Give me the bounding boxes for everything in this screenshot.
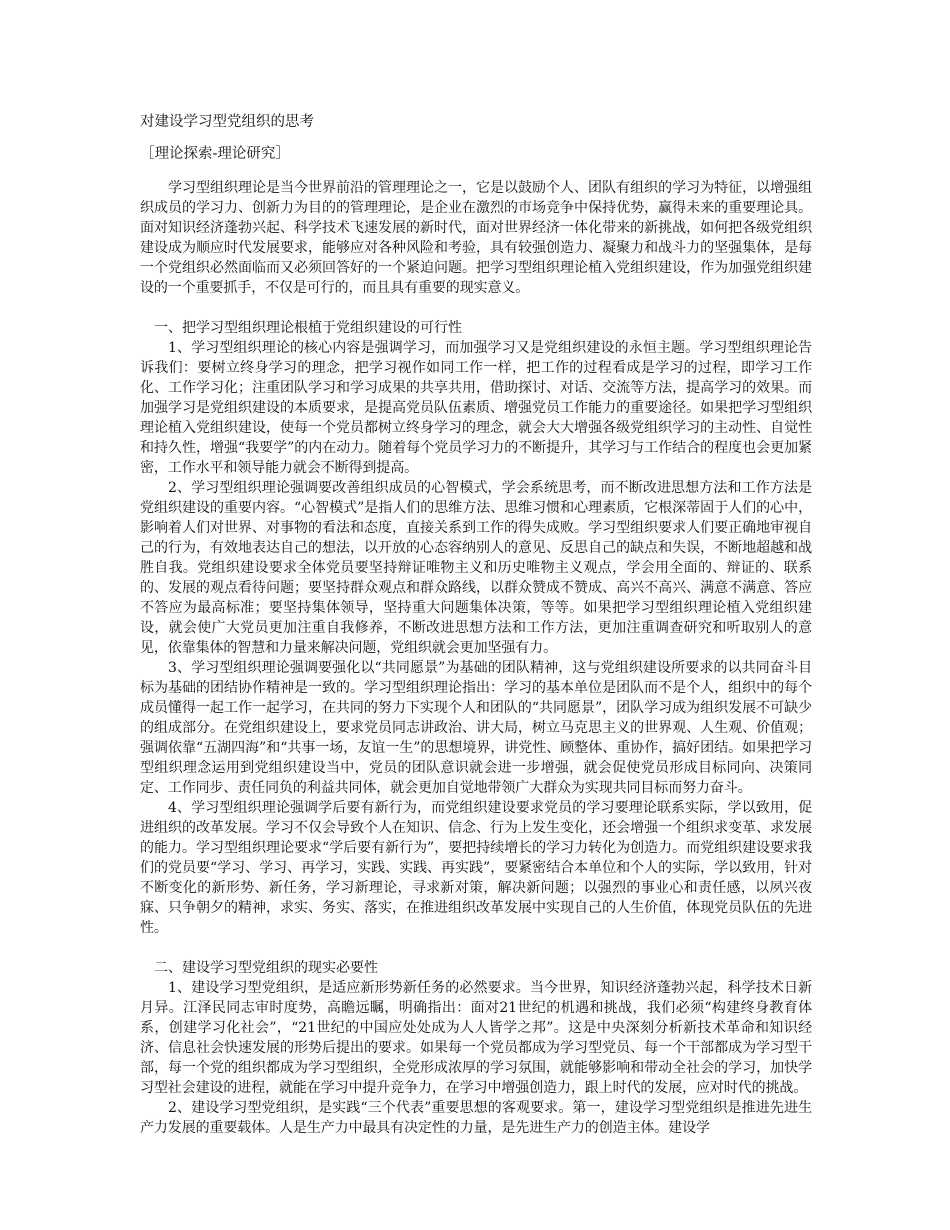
document-title: 对建设学习型党组织的思考	[140, 114, 314, 130]
section-heading: 一、把学习型组织理论根植于党组织建设的可行性	[154, 320, 462, 336]
intro-paragraph: 学习型组织理论是当今世界前沿的管理理论之一，它是以鼓励个人、团队有组织的学习为特征，以增强组织成员的学习力、创新力为目的的管理理论，是企业在激烈的市场竞争中保持优势，赢得未来的重要理论具。面对知识经济蓬勃兴起、科学技术飞速发展的新时代，面对世界经济一体化带来的新挑战，如何把各级党组织建设成为顺应时代发展要求，能够应对各种风险和考验，具有较强创造力、凝聚力和战斗力的坚强集体，是每一个党组织必然面临而又必须回答好的一个紧迫问题。把学习型组织理论植入党组织建设，作为加强党组织建设的一个重要抓手，不仅是可行的，而且具有重要的现实意义。	[140, 180, 812, 296]
body-paragraph: 3、学习型组织理论强调要强化以“共同愿景”为基础的团队精神，这与党组织建设所要求的以共同奋斗目标为基础的团结协作精神是一致的。学习型组织理论指出：学习的基本单位是团队而不是个人，组织中的每个成员懂得一起工作一起学习，在共同的努力下实现个人和团队的“共同愿景”，团队学习成为组织发展不可缺少的组成部分。在党组织建设上，要求党员同志讲政治、讲大局，树立马克思主义的世界观、人生观、价值观；强调依靠“五湖四海”和“共事一场，友谊一生”的思想境界，讲党性、顾整体、重协作，搞好团结。如果把学习型组织理念运用到党组织建设当中，党员的团队意识就会进一步增强，就会促使党员形成目标同向、决策同定、工作同步、责任同负的利益共同体，就会更加自觉地带领广大群众为实现共同目标而努力奋斗。	[140, 660, 812, 796]
body-paragraph: 1、建设学习型党组织，是适应新形势新任务的必然要求。当今世界，知识经济蓬勃兴起，科学技术日新月异。江泽民同志审时度势，高瞻远瞩，明确指出：面对21世纪的机遇和挑战，我们必须“构建终身教育体系，创建学习化社会”，“21世纪的中国应处处成为人人皆学之邦”。这是中央深刻分析新技术革命和知识经济、信息社会快速发展的形势后提出的要求。如果每一个党员都成为学习型党员、每一个干部都成为学习型干部，每一个党的组织都成为学习型组织，全党形成浓厚的学习氛围，就能够影响和带动全社会的学习，加快学习型社会建设的进程，就能在学习中提升竞争力，在学习中增强创造力，跟上时代的发展，应对时代的挑战。	[140, 980, 812, 1096]
body-paragraph: 1、学习型组织理论的核心内容是强调学习，而加强学习又是党组织建设的永恒主题。学习型组织理论告诉我们：要树立终身学习的理念，把学习视作如同工作一样，把工作的过程看成是学习的过程，即学习工作化、工作学习化；注重团队学习和学习成果的共享共用，借助探讨、对话、交流等方法，提高学习的效果。而加强学习是党组织建设的本质要求，是提高党员队伍素质、增强党员工作能力的重要途径。如果把学习型组织理论植入党组织建设，使每一个党员都树立终身学习的理念，就会大大增强各级党组织学习的主动性、自觉性和持久性，增强“我要学”的内在动力。随着每个党员学习力的不断提升，其学习与工作结合的程度也会更加紧密，工作水平和领导能力就会不断得到提高。	[140, 340, 812, 476]
document-page	[140, 112, 812, 1138]
body-paragraph: 2、学习型组织理论强调要改善组织成员的心智模式，学会系统思考，而不断改进思想方法和工作方法是党组织建设的重要内容。“心智模式”是指人们的思维方法、思维习惯和心理素质，它根深蒂固于人们的心中，影响着人们对世界、对事物的看法和态度，直接关系到工作的得失成败。学习型组织要求人们要正确地审视自己的行为，有效地表达自己的想法，以开放的心态容纳别人的意见、反思自己的缺点和失误，不断地超越和战胜自我。党组织建设要求全体党员要坚持辩证唯物主义和历史唯物主义观点，学会用全面的、辩证的、联系的、发展的观点看待问题；要坚持群众观点和群众路线，以群众赞成不赞成、高兴不高兴、满意不满意、答应不答应为最高标准；要坚持集体领导，坚持重大问题集体决策，等等。如果把学习型组织理论植入党组织建设，就会使广大党员更加注重自我修养，不断改进思想方法和工作方法，更加注重调查研究和听取别人的意见，依靠集体的智慧和力量来解决问题，党组织就会更加坚强有力。	[140, 480, 812, 656]
document-category: ［理论探索-理论研究］	[140, 146, 290, 162]
section-heading: 二、建设学习型党组织的现实必要性	[154, 960, 378, 976]
body-paragraph: 2、建设学习型党组织，是实践“三个代表”重要思想的客观要求。第一，建设学习型党组织是推进先进生产力发展的重要载体。人是生产力中最具有决定性的力量，是先进生产力的创造主体。建设学	[140, 1100, 812, 1136]
section-two	[140, 958, 812, 1138]
section-spacer	[140, 938, 812, 958]
section-one	[140, 318, 812, 938]
body-paragraph: 4、学习型组织理论强调学后要有新行为，而党组织建设要求党员的学习要理论联系实际，学以致用，促进组织的改革发展。学习不仅会导致个人在知识、信念、行为上发生变化，还会增强一个组织求变革、求发展的能力。学习型组织理论要求“学后要有新行为”，要把持续增长的学习力转化为创造力。而党组织建设要求我们的党员要“学习、学习、再学习，实践、实践、再实践”，要紧密结合本单位和个人的实际，学以致用，针对不断变化的新形势、新任务，学习新理论，寻求新对策，解决新问题；以强烈的事业心和责任感，以夙兴夜寐、只争朝夕的精神，求实、务实、落实，在推进组织改革发展中实现自己的人生价值，体现党员队伍的先进性。	[140, 800, 812, 936]
